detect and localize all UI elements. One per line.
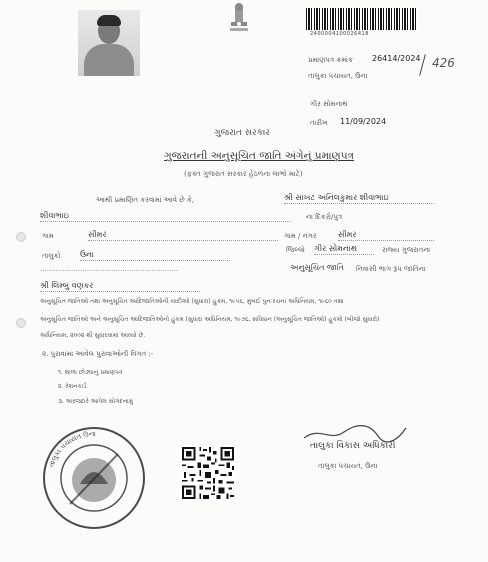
punch-hole bbox=[16, 232, 26, 242]
cert-no-label: પ્રમાણપત્ર ક્રમાંક bbox=[308, 56, 353, 64]
relation-label: ના દિકરો/પુત્ર bbox=[306, 213, 343, 221]
village-label: ગામ bbox=[42, 232, 54, 240]
district-value: ગીર સોમનાથ bbox=[314, 244, 374, 255]
state-label: રાજ્ય ગુજરાતના bbox=[382, 246, 431, 254]
body-line-1: અનુસૂચિત જાતિઓ તથા અનુસૂચિત આદિજાતિઓની યાદીઓ (સુધારા) હુકમ, ૧૯૫૬, મુંબઈ પુનઃરચના અધિનિયમ, ૧૯૬૦ તથા bbox=[40, 298, 344, 305]
document-item-3: ૩. અરજદારે આપેલ સોગંદનામું bbox=[58, 398, 133, 405]
handwritten-number: 426 bbox=[432, 56, 455, 70]
barcode bbox=[306, 8, 418, 30]
punch-hole bbox=[16, 318, 26, 328]
qr-code bbox=[180, 445, 236, 501]
body-line-3: અધિનિયમ, ૨૦૦૨ થી સુધારવામાં આવ્યો છે. bbox=[40, 332, 146, 339]
caste-line-suffix: નિવાસી ભાગ રૂપ જાતિના bbox=[356, 265, 426, 273]
holder-name: શ્રી સાંખટ અનિલકુમાર શીવાભાઇ bbox=[284, 193, 434, 204]
gam-nagar-value: સીમર bbox=[338, 230, 434, 241]
caste-order-text: .............................................................. bbox=[40, 265, 178, 273]
applicant-photo bbox=[78, 10, 140, 76]
cert-no: 26414/2024 bbox=[372, 54, 421, 63]
date-value: 11/09/2024 bbox=[340, 117, 387, 126]
certificate-subtitle: (ફક્ત ગુજરાત સરકાર હેઠળના લાભો માટે) bbox=[184, 170, 303, 178]
taluka-value: ઉના bbox=[80, 250, 230, 261]
barcode-number: 2400004100026418 bbox=[310, 31, 369, 37]
district-label: જિલ્લો bbox=[286, 246, 305, 254]
body-line-2: અનુસૂચિત જાતિઓ અને અનુસૂચિત આદિજાતિઓનો હુકમ (સુધારા અધિનિયમ, ૧૯૭૬, સંવિધાન (અનુસૂચિત જાતિઓ) હુકમો (બીજો સુધારો) bbox=[40, 316, 380, 323]
certificate-title: ગુજરાતની અનુસૂચિત જાતિ અંગેનું પ્રમાણપત્ર bbox=[164, 150, 354, 162]
state-emblem-icon bbox=[226, 2, 252, 36]
intro-text: આથી પ્રમાણિત કરવામાં આવે છે કે, bbox=[96, 196, 195, 204]
signing-office: તાલુકા પંચાયત, ઉના bbox=[318, 462, 378, 470]
seal-text: તાલુકા પંચાયત ઉના bbox=[47, 429, 97, 469]
place: ગીર સોમનાથ bbox=[310, 100, 348, 108]
govt-title: ગુજરાત સરકાર bbox=[214, 128, 270, 138]
gam-nagar-label: ગામ / નગર bbox=[284, 232, 317, 240]
date-label: તારીખ bbox=[310, 119, 328, 127]
father-name: શીવાભાઇ bbox=[40, 211, 290, 222]
document-item-1: ૧. શાળા છોડ્યાનું પ્રમાણપત્ર bbox=[58, 369, 123, 376]
caste-line: અનુસૂચિત જાતિ bbox=[290, 263, 344, 272]
documents-heading: ૨. પુરાવામાં આવેલ પુરાવાઓની વિગત :- bbox=[42, 350, 154, 358]
signing-officer: તાલુકા વિકાસ અધિકારી bbox=[310, 441, 396, 451]
document-item-2: ૨. રેશનકાર્ડ bbox=[58, 383, 87, 390]
village-value: સીમર bbox=[88, 230, 278, 241]
taluka-label: તાલુકો bbox=[42, 252, 61, 260]
issuing-office: તાલુકા પંચાયત, ઉના bbox=[308, 72, 368, 80]
caste-value: શ્રી લિમ્બુ વણકર bbox=[40, 281, 200, 292]
official-seal bbox=[40, 424, 148, 532]
